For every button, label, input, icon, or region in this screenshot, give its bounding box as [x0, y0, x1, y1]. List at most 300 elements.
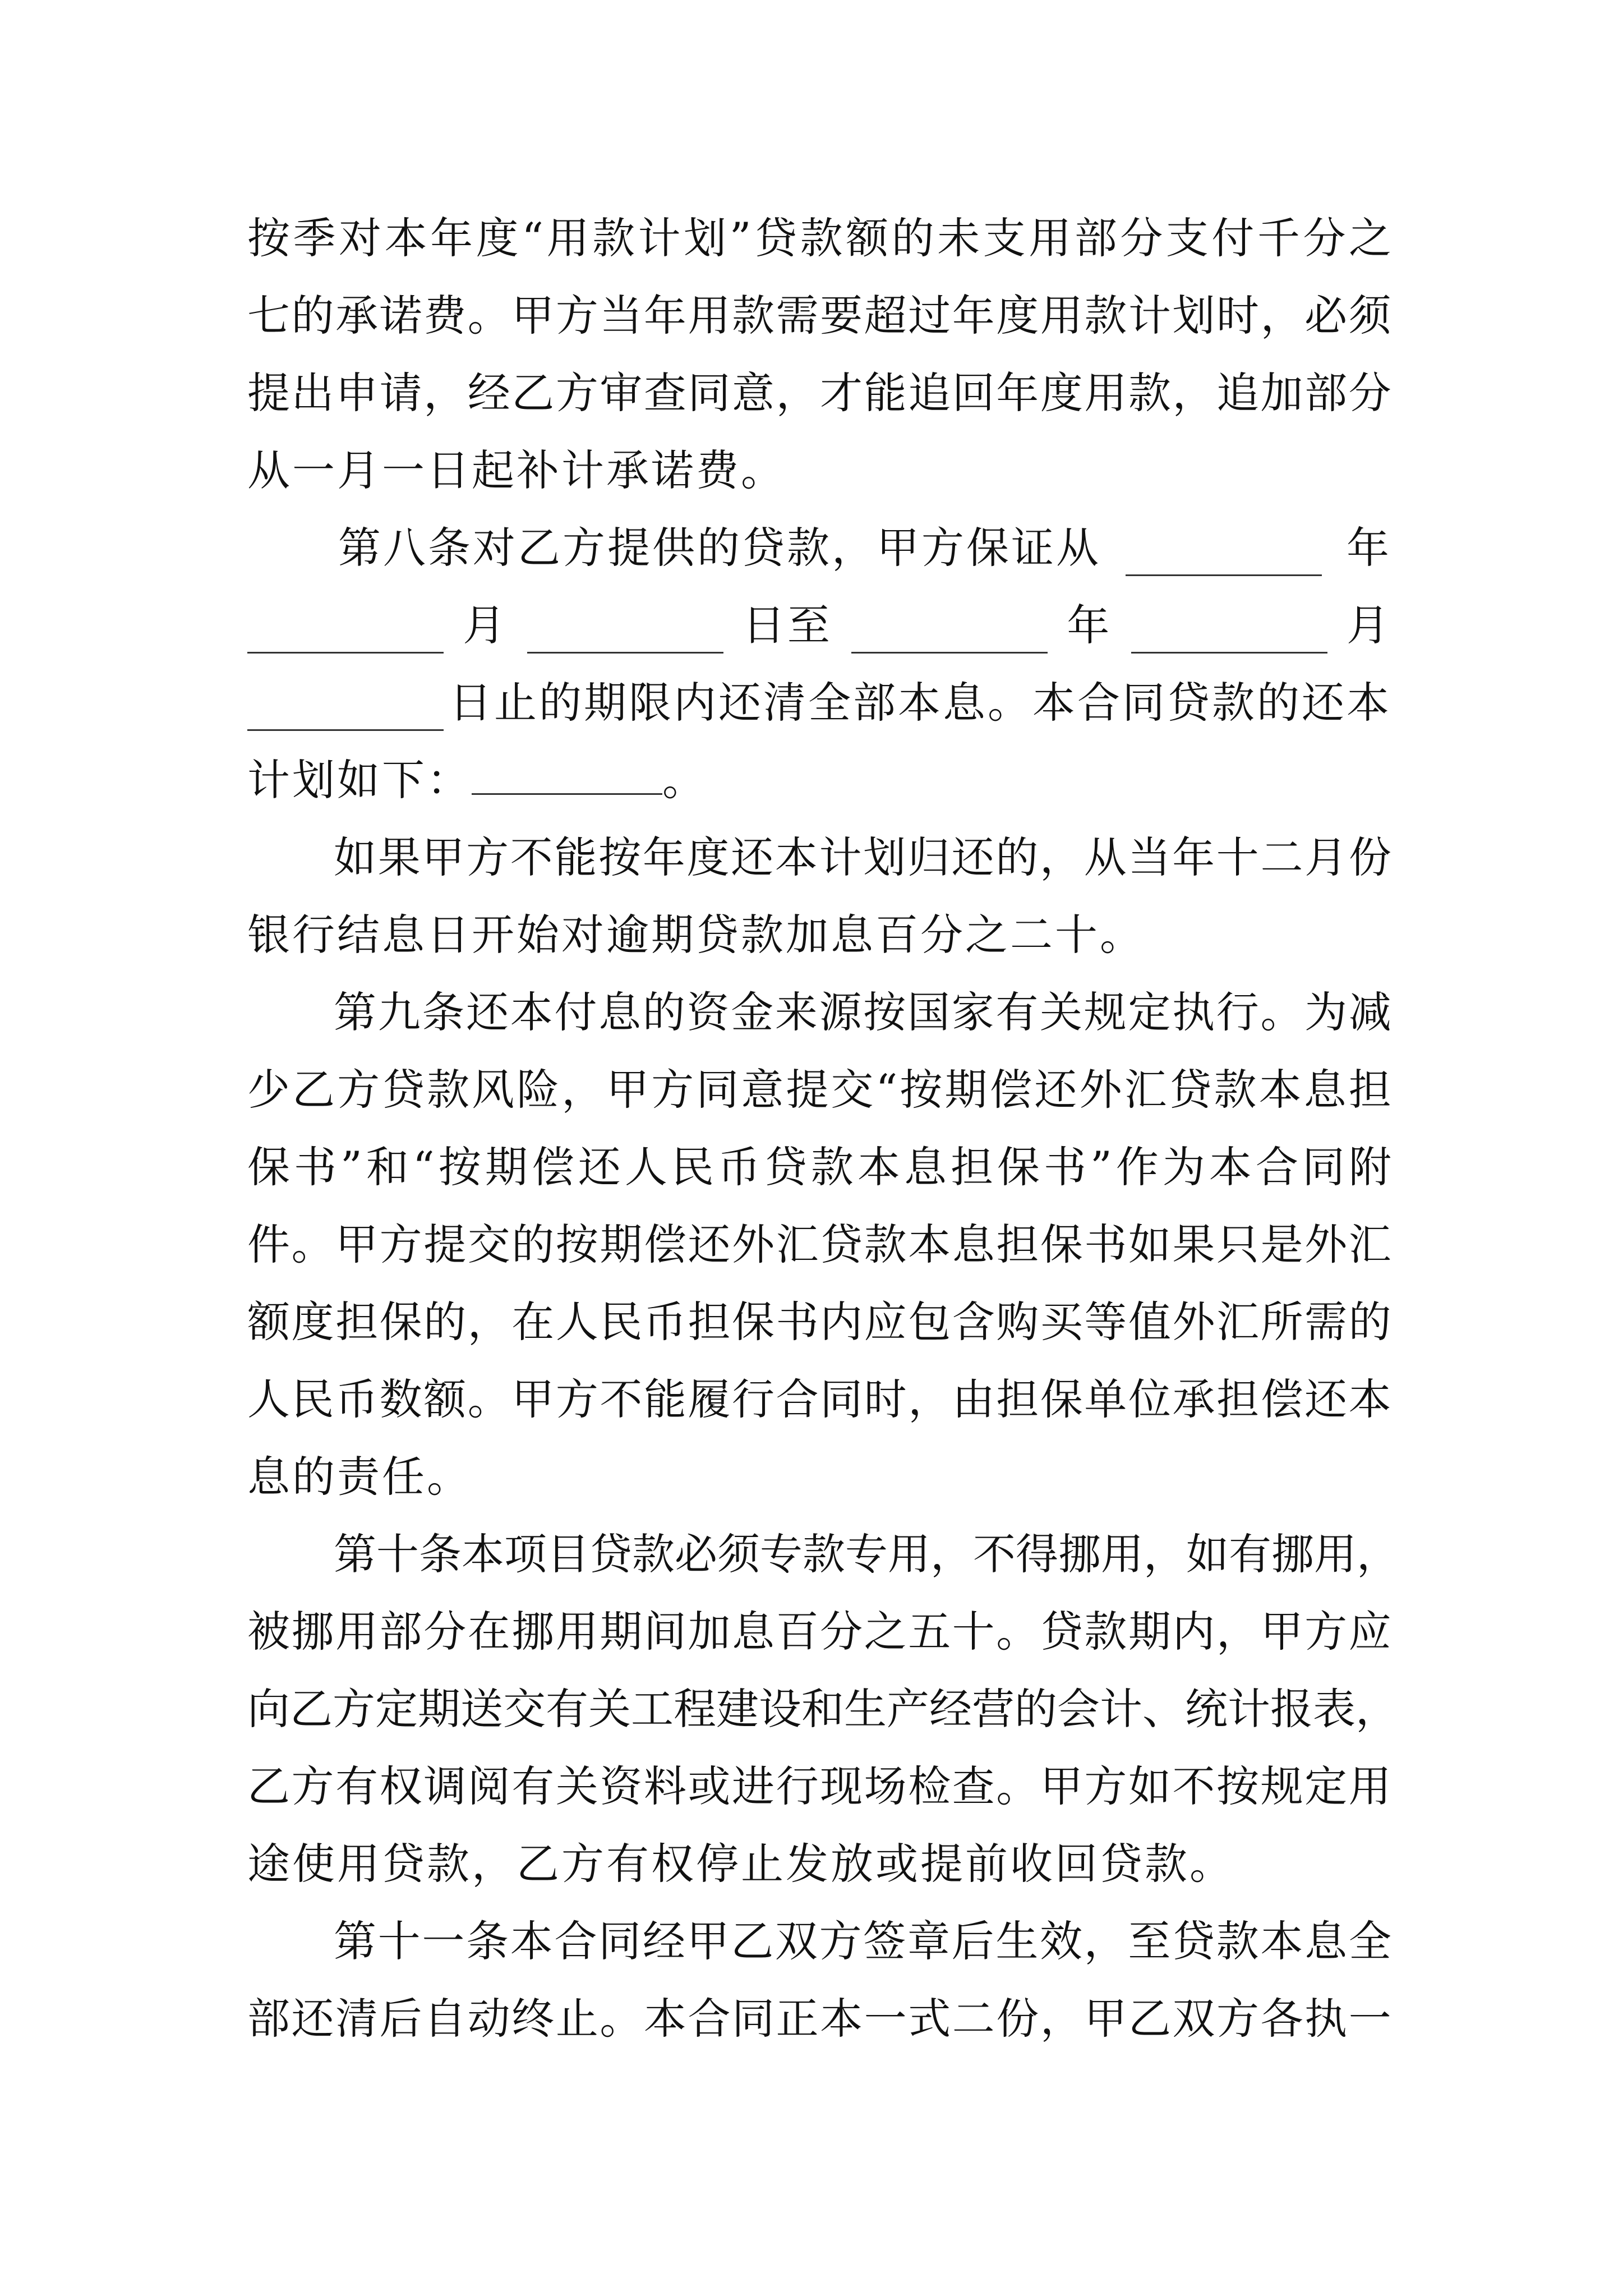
character: 条 [419, 1529, 462, 1579]
character: 偿 [1260, 1374, 1303, 1424]
paragraph-line: 银行结息日开始对逾期贷款加息百分之二十。 [247, 910, 1145, 960]
character: 款 [1216, 1916, 1259, 1966]
character: 程 [674, 1684, 716, 1734]
character: 偿 [989, 1065, 1032, 1115]
blank-line [851, 614, 1048, 654]
character: 款 [800, 213, 843, 263]
character: 金 [731, 987, 774, 1037]
character: 还 [1304, 1374, 1348, 1424]
character: 出 [291, 368, 334, 418]
character: 关 [1040, 987, 1082, 1037]
character: 时 [1216, 291, 1260, 341]
character: 产 [887, 1684, 929, 1734]
character: ” [340, 1142, 362, 1192]
character: 关 [555, 1761, 598, 1811]
character: 偿 [643, 1220, 686, 1269]
character: 阅 [467, 1761, 510, 1811]
character: 息 [1304, 1916, 1348, 1966]
character: 少 [247, 1065, 290, 1115]
character: 提 [247, 368, 290, 418]
character: 等 [1084, 1297, 1127, 1347]
character: 有 [1229, 1529, 1271, 1579]
character: 来 [774, 987, 818, 1037]
character: ， [1355, 1684, 1398, 1734]
character: 方 [337, 1065, 380, 1115]
character: 乙 [511, 368, 555, 418]
character: 方 [819, 1916, 862, 1966]
character: 用 [688, 291, 731, 341]
character: “ [412, 1142, 435, 1192]
character: 由 [952, 1374, 995, 1424]
year-label: 年 [1347, 523, 1391, 573]
character: 同 [688, 368, 731, 418]
character: 方 [291, 1761, 334, 1811]
character: 方 [1304, 1607, 1348, 1657]
character: 有 [335, 1761, 379, 1811]
character: 被 [247, 1607, 290, 1657]
character: 还 [291, 1994, 334, 2044]
character: 本 [462, 1529, 504, 1579]
character: 用 [335, 1607, 379, 1657]
article-9-line [334, 984, 1391, 1041]
character: 。 [1260, 987, 1303, 1037]
character: 还 [466, 987, 509, 1037]
character: 和 [366, 1142, 409, 1192]
character: 方 [555, 368, 598, 418]
article-9-line: 息的责任。 [247, 1452, 472, 1502]
character: 甲 [1260, 1607, 1303, 1657]
character: 审 [600, 368, 643, 418]
character: 一 [864, 1994, 907, 2044]
article-9-line [247, 1372, 1391, 1428]
character: 全 [1348, 1916, 1391, 1966]
character: 份 [1348, 832, 1391, 882]
plan-label: 计划如下： [247, 755, 472, 805]
character: 间 [643, 1607, 686, 1657]
character: 担 [1348, 1065, 1391, 1115]
character: 十 [376, 1529, 419, 1579]
character: 分 [423, 1607, 467, 1657]
character: 签 [863, 1916, 906, 1966]
character: 计 [638, 213, 681, 263]
character: 还 [1034, 1065, 1077, 1115]
article-9-line [247, 1139, 1391, 1195]
character: 承 [335, 291, 379, 341]
character: 买 [1040, 1297, 1083, 1347]
character: ， [1216, 1607, 1260, 1657]
character: 向 [247, 1684, 290, 1734]
character: 部 [247, 1994, 290, 2044]
character: 用 [1348, 1761, 1391, 1811]
character: 七 [247, 291, 290, 341]
character: 合 [1255, 1142, 1298, 1192]
character: 九 [377, 987, 421, 1037]
character: 内 [820, 1297, 863, 1347]
character: 用 [1040, 291, 1083, 341]
character: 得 [1016, 1529, 1058, 1579]
character: 人 [624, 1142, 667, 1192]
character: 本 [774, 832, 818, 882]
character: 追 [1216, 368, 1260, 418]
character: 购 [996, 1297, 1039, 1347]
character: 时 [864, 1374, 907, 1424]
character: 付 [1211, 213, 1255, 263]
character: 为 [1304, 987, 1348, 1037]
character: 值 [1128, 1297, 1171, 1347]
character: 含 [952, 1297, 995, 1347]
character: 保 [1040, 1220, 1083, 1269]
character: 本 [1258, 1065, 1302, 1115]
character: ， [908, 1374, 951, 1424]
character: 方 [1216, 1994, 1260, 2044]
character: 有 [995, 987, 1039, 1037]
character: 划 [1172, 291, 1215, 341]
character: 乙 [731, 1916, 774, 1966]
character: 营 [972, 1684, 1015, 1734]
paragraph-line [247, 210, 1391, 266]
character: 。 [996, 1607, 1039, 1657]
character: 保 [997, 1142, 1040, 1192]
character: 保 [1040, 1374, 1083, 1424]
character: 规 [1260, 1761, 1303, 1811]
character: 款 [1214, 1065, 1257, 1115]
character: 加 [1260, 368, 1303, 418]
character: 动 [467, 1994, 510, 2044]
character: ， [1040, 1994, 1083, 2044]
character: 汇 [1124, 1065, 1167, 1115]
character: 。 [600, 1994, 643, 2044]
character: 检 [908, 1761, 951, 1811]
character: 送 [460, 1684, 503, 1734]
character: 用 [555, 1607, 598, 1657]
character: 乙 [1128, 1994, 1171, 2044]
character: 甲 [511, 291, 555, 341]
character: 果 [377, 832, 421, 882]
article-9-line [247, 1217, 1391, 1273]
character: 请 [379, 368, 422, 418]
character: 和 [801, 1684, 844, 1734]
character: 息 [598, 987, 642, 1037]
character: 加 [688, 1607, 731, 1657]
character: 第 [334, 987, 376, 1037]
character: 单 [1084, 1374, 1127, 1424]
character: 分 [820, 1607, 863, 1657]
character: 息 [1303, 1065, 1347, 1115]
character: 后 [951, 1916, 994, 1966]
character: 须 [717, 1529, 760, 1579]
character: 币 [717, 1142, 760, 1192]
character: 担 [688, 1297, 731, 1347]
article-8-date-line [247, 597, 1391, 654]
character: 合 [776, 1374, 819, 1424]
character: 必 [1304, 291, 1348, 341]
character: 是 [1260, 1220, 1303, 1269]
character: 定 [1304, 1761, 1348, 1811]
period-mark: 。 [662, 755, 707, 805]
character: 度 [476, 213, 519, 263]
character: 不 [600, 1374, 643, 1424]
blank-line [472, 755, 662, 795]
character: 交 [831, 1065, 874, 1115]
character: 经 [467, 368, 510, 418]
character: 期 [600, 1220, 643, 1269]
character: 本 [510, 1916, 553, 1966]
character: 本 [643, 1994, 686, 2044]
character: 方 [466, 832, 509, 882]
character: ， [1357, 1529, 1399, 1579]
character: 在 [467, 1607, 510, 1657]
character: 度 [291, 1297, 334, 1347]
paragraph-line [247, 288, 1391, 344]
character: 有 [511, 1761, 555, 1811]
character: 人 [247, 1374, 290, 1424]
character: 有 [546, 1684, 588, 1734]
character: 二 [952, 1994, 995, 2044]
character: 源 [819, 987, 862, 1037]
character: 的 [1348, 1297, 1391, 1347]
character: 款 [803, 1529, 845, 1579]
character: 或 [688, 1761, 731, 1811]
article-8-plan-line [247, 752, 1391, 808]
character: 同 [820, 1374, 863, 1424]
character: 贷 [382, 1065, 425, 1115]
character: 贷 [1172, 1916, 1215, 1966]
character: 按 [900, 1065, 943, 1115]
character: 费 [423, 291, 467, 341]
character: 项 [504, 1529, 547, 1579]
character: 十 [377, 1916, 421, 1966]
character: 甲 [606, 1065, 649, 1115]
character: 币 [335, 1374, 379, 1424]
character: 担 [950, 1142, 993, 1192]
character: 位 [1128, 1374, 1171, 1424]
character: 款 [864, 1220, 907, 1269]
character: 。 [467, 1374, 510, 1424]
character: 必 [675, 1529, 717, 1579]
character: 需 [1304, 1297, 1348, 1347]
character: 一 [422, 1916, 465, 1966]
character: 民 [600, 1297, 643, 1347]
article-8-text: 第八条对乙方提供的贷款，甲方保证从 [338, 523, 1101, 573]
character: 作 [1115, 1142, 1159, 1192]
character: 分 [1120, 213, 1163, 263]
character: 五 [908, 1607, 951, 1657]
character: 查 [643, 368, 686, 418]
character: ， [1040, 832, 1082, 882]
character: 还 [731, 832, 774, 882]
character: 贷 [764, 1142, 807, 1192]
character: 款 [1084, 291, 1127, 341]
character: 本 [1348, 1374, 1391, 1424]
character: 划 [684, 213, 727, 263]
character: 能 [643, 1374, 686, 1424]
article-10-line [334, 1526, 1399, 1582]
article-10-line [247, 1759, 1391, 1815]
character: 外 [1304, 1220, 1348, 1269]
character: 进 [732, 1761, 775, 1811]
character: 度 [686, 832, 730, 882]
character: 按 [1216, 1761, 1260, 1811]
character: 规 [1083, 987, 1127, 1037]
character: 二 [1260, 832, 1303, 882]
character: 附 [1348, 1142, 1391, 1192]
character: 定 [375, 1684, 418, 1734]
character: 贷 [589, 1529, 632, 1579]
character: 行 [1216, 987, 1259, 1037]
character: 如 [1128, 1761, 1171, 1811]
character: 专 [845, 1529, 888, 1579]
character: 须 [1348, 291, 1391, 341]
character: 。 [467, 291, 510, 341]
character: 划 [863, 832, 906, 882]
character: 计 [1228, 1684, 1270, 1734]
character: 调 [423, 1761, 467, 1811]
character: 险 [517, 1065, 560, 1115]
character: 用 [1314, 1529, 1357, 1579]
character: 额 [423, 1374, 467, 1424]
article-11-line [334, 1913, 1391, 1970]
character: 还 [951, 832, 994, 882]
blank-line [1131, 614, 1327, 654]
character: 期 [418, 1684, 460, 1734]
character: 查 [952, 1761, 995, 1811]
character: 只 [1216, 1220, 1260, 1269]
character: 担 [335, 1297, 379, 1347]
character: 分 [1348, 368, 1391, 418]
character: 年 [430, 213, 473, 263]
character: 分 [1303, 213, 1346, 263]
character: 本 [857, 1142, 900, 1192]
character: 的 [642, 987, 685, 1037]
character: 甲 [511, 1374, 555, 1424]
character: 定 [1128, 987, 1171, 1037]
character: 果 [1172, 1220, 1215, 1269]
character: 计 [1128, 291, 1171, 341]
character: 支 [1165, 213, 1209, 263]
character: 按 [598, 832, 642, 882]
month-label: 月 [1346, 600, 1391, 650]
character: 数 [379, 1374, 422, 1424]
character: 追 [908, 368, 951, 418]
blank-line [1126, 536, 1322, 576]
character: 按 [438, 1142, 481, 1192]
character: ， [1260, 291, 1303, 341]
character: 的 [1015, 1684, 1057, 1734]
character: 付 [554, 987, 597, 1037]
character: 式 [908, 1994, 951, 2044]
character: 资 [686, 987, 730, 1037]
character: 工 [631, 1684, 674, 1734]
character: 之 [1349, 213, 1391, 263]
article-8-line [247, 675, 1391, 731]
character: 同 [1302, 1142, 1345, 1192]
character: 经 [929, 1684, 972, 1734]
character: 本 [1209, 1142, 1252, 1192]
character: 的 [891, 213, 934, 263]
character: 部 [1074, 213, 1117, 263]
character: 方 [333, 1684, 375, 1734]
character: 挪 [1271, 1529, 1314, 1579]
character: 季 [293, 213, 336, 263]
character: 各 [1260, 1994, 1303, 2044]
character: 保 [247, 1142, 290, 1192]
character: 担 [996, 1374, 1039, 1424]
character: 用 [888, 1529, 930, 1579]
character: 甲 [1040, 1761, 1083, 1811]
character: “ [875, 1065, 898, 1115]
article-11-line [247, 1991, 1391, 2047]
character: 件 [247, 1220, 290, 1269]
article-8-line [338, 520, 1391, 576]
character: 年 [643, 291, 686, 341]
character: 权 [379, 1761, 422, 1811]
character: 不 [1172, 1761, 1215, 1811]
character: 书 [294, 1142, 337, 1192]
character: 支 [983, 213, 1026, 263]
character: 的 [291, 291, 334, 341]
character: 后 [379, 1994, 422, 2044]
character: 用 [546, 213, 589, 263]
character: ， [930, 1529, 973, 1579]
character: 挪 [1058, 1529, 1101, 1579]
character: 行 [776, 1761, 819, 1811]
blank-line [527, 614, 723, 654]
character: 不 [973, 1529, 1016, 1579]
character: 年 [642, 832, 685, 882]
character: 终 [511, 1994, 555, 2044]
character: 年 [1172, 832, 1215, 882]
character: 挪 [511, 1607, 555, 1657]
character: 本 [510, 987, 553, 1037]
article-10-line [247, 1681, 1398, 1737]
character: 执 [1172, 987, 1215, 1037]
character: 书 [776, 1297, 819, 1347]
character: 经 [642, 1916, 685, 1966]
character: 按 [863, 987, 906, 1037]
character: 同 [696, 1065, 739, 1115]
character: 如 [1128, 1220, 1171, 1269]
character: 对 [339, 213, 382, 263]
character: 从 [1083, 832, 1127, 882]
character: 贷 [1169, 1065, 1212, 1115]
character: 额 [247, 1297, 290, 1347]
character: 诺 [379, 291, 422, 341]
character: 才 [820, 368, 863, 418]
character: 百 [776, 1607, 819, 1657]
character: “ [522, 213, 544, 263]
character: ， [1144, 1529, 1186, 1579]
character: 汇 [1348, 1220, 1391, 1269]
character: 交 [503, 1684, 546, 1734]
character: 本 [384, 213, 427, 263]
character: ， [1083, 1916, 1127, 1966]
character: 。 [291, 1220, 334, 1269]
character: 的 [511, 1220, 555, 1269]
character: 止 [555, 1994, 598, 2044]
character: 的 [995, 832, 1039, 882]
character: 贷 [1040, 1607, 1083, 1657]
character: 至 [1128, 1916, 1171, 1966]
character: 千 [1257, 213, 1300, 263]
character: 当 [1128, 832, 1171, 882]
character: 执 [1304, 1994, 1348, 2044]
character: 偿 [531, 1142, 574, 1192]
character: 本 [1260, 1916, 1303, 1966]
character: 国 [907, 987, 950, 1037]
character: 章 [907, 1916, 950, 1966]
character: 乙 [290, 1684, 333, 1734]
paragraph-line: 从一月一日起补计承诺费。 [247, 445, 786, 495]
